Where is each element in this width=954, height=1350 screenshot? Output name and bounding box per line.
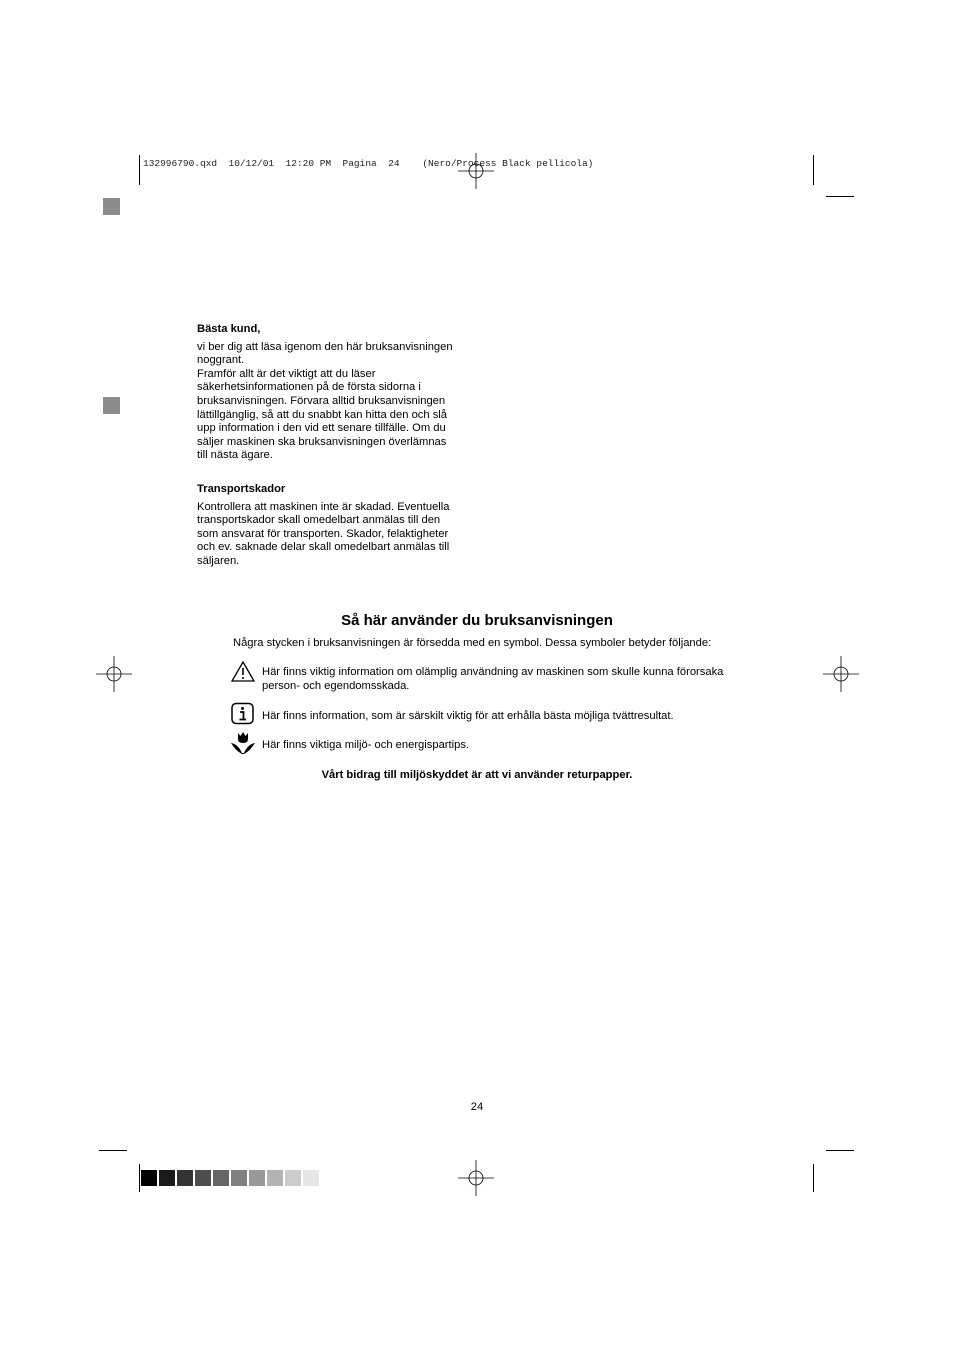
color-bar-swatch [159, 1170, 175, 1186]
color-bar-swatch [231, 1170, 247, 1186]
gray-marker [103, 397, 120, 414]
usage-title: Så här använder du bruksanvisningen [341, 612, 613, 629]
welcome-line: upp information i den vid ett senare tillfälle. Om du [197, 422, 446, 435]
welcome-line: noggrant. [197, 354, 245, 367]
transport-line: säljaren. [197, 554, 240, 567]
transport-heading: Transportskador [197, 483, 286, 495]
welcome-line: till nästa ägare. [197, 449, 273, 462]
symbol-text-line: Här finns viktiga miljö- och energispartips. [262, 739, 470, 751]
recycled-paper-note: Vårt bidrag till miljöskyddet är att vi använder returpapper. [321, 769, 633, 781]
transport-line: som ansvarat för transporten. Skador, felaktigheter [197, 527, 449, 540]
color-bar-swatch [267, 1170, 283, 1186]
transport-line: och ev. saknade delar skall omedelbart anmälas till [197, 541, 450, 554]
symbol-row-environment [230, 731, 750, 755]
crop-mark-bottom-left-h [99, 1150, 127, 1151]
info-icon [230, 702, 256, 726]
welcome-line: bruksanvisningen. Förvara alltid bruksanvisningen [197, 394, 446, 407]
crop-mark-bottom-left [139, 1164, 140, 1192]
color-bar-swatch [213, 1170, 229, 1186]
grayscale-color-bar [141, 1170, 319, 1186]
symbol-text-line: person- och egendomsskada. [262, 680, 410, 692]
print-slug: 132996790.qxd 10/12/01 12:20 PM Pagina 24 (Nero/Process Black pellicola) [143, 158, 594, 169]
color-bar-swatch [141, 1170, 157, 1186]
registration-mark-icon [823, 656, 859, 692]
symbol-text-line: Här finns viktig information om olämplig användning av maskinen som skulle kunna förorsaka [262, 666, 724, 678]
page-number: 24 [470, 1101, 484, 1113]
registration-mark-icon [96, 656, 132, 692]
tulip-icon [230, 731, 256, 755]
color-bar-swatch [195, 1170, 211, 1186]
gray-marker [103, 198, 120, 215]
color-bar-swatch [285, 1170, 301, 1186]
welcome-line: Framför allt är det viktigt att du läser [197, 367, 376, 380]
welcome-line: säljer maskinen ska bruksanvisningen överlämnas [197, 435, 447, 448]
welcome-section [197, 323, 467, 463]
registration-mark-icon [458, 153, 494, 189]
crop-mark-bottom-right-h [826, 1150, 854, 1151]
crop-mark-bottom-right [813, 1164, 814, 1192]
registration-mark-icon [458, 1160, 494, 1196]
transport-line: transportskador skall omedelbart anmälas till den [197, 514, 441, 527]
color-bar-swatch [177, 1170, 193, 1186]
symbol-row-warning [230, 660, 750, 693]
crop-mark-top-right-h [826, 196, 854, 197]
crop-mark-top-left [139, 155, 140, 185]
color-bar-swatch [303, 1170, 319, 1186]
warning-triangle-icon [230, 660, 256, 684]
welcome-line: lättillgänglig, så att du snabbt kan hitta den och slå [197, 408, 448, 421]
symbol-row-info [230, 702, 750, 726]
welcome-line: vi ber dig att läsa igenom den här bruksanvisningen [197, 340, 453, 353]
color-bar-swatch [249, 1170, 265, 1186]
welcome-line: säkerhetsinformationen på de första sidorna i [197, 381, 421, 394]
transport-line: Kontrollera att maskinen inte är skadad. Eventuella [197, 500, 450, 513]
welcome-heading: Bästa kund, [197, 323, 261, 335]
crop-mark-top-right [813, 155, 814, 185]
symbol-text-line: Här finns information, som är särskilt viktig för att erhålla bästa möjliga tvättresultat. [262, 710, 674, 722]
usage-intro: Några stycken i bruksanvisningen är försedda med en symbol. Dessa symboler betyder följande: [233, 637, 712, 649]
transport-section [197, 483, 467, 569]
